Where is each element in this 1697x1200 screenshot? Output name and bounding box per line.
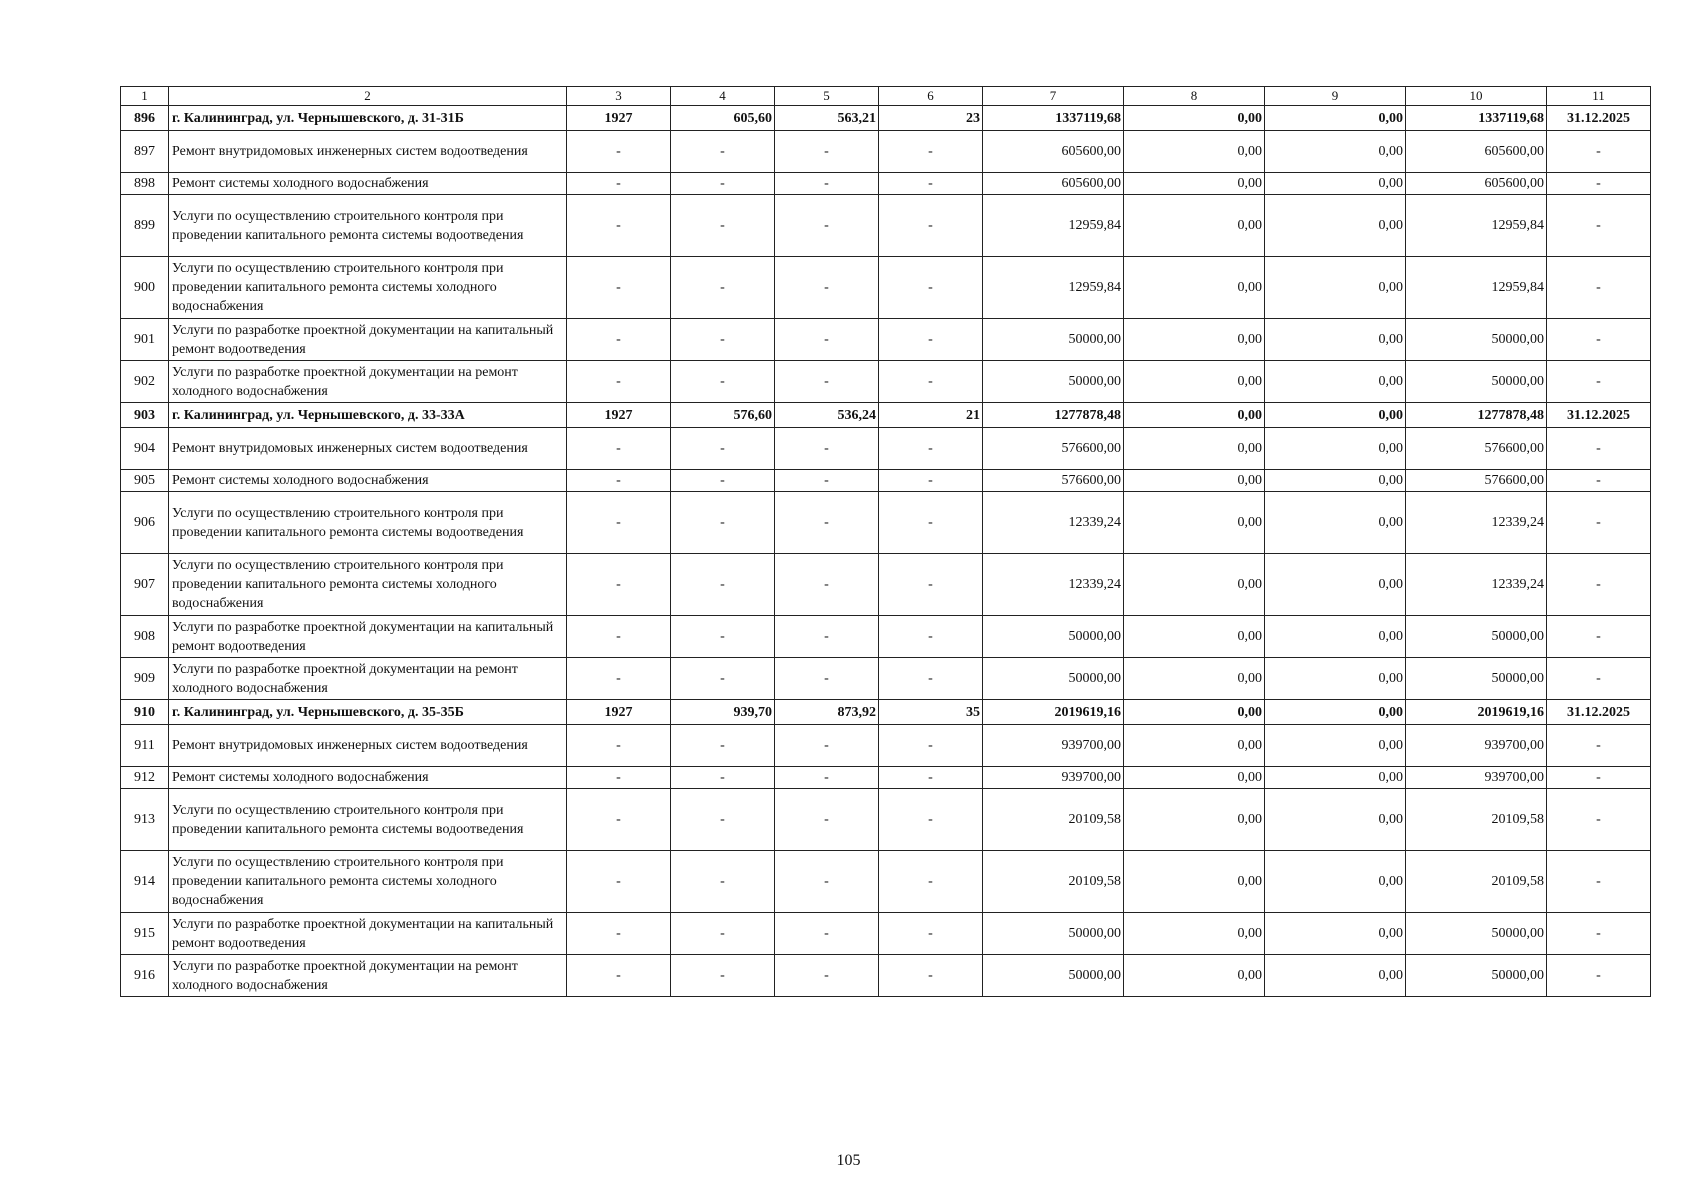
- cell-col-8: 0,00: [1124, 616, 1265, 658]
- cell-col-3: -: [567, 428, 671, 470]
- cell-col-4: -: [671, 257, 775, 319]
- cell-col-8: 0,00: [1124, 319, 1265, 361]
- cell-col-8: 0,00: [1124, 554, 1265, 616]
- cell-col-11: -: [1547, 658, 1651, 700]
- cell-col-1: 913: [121, 789, 169, 851]
- cell-col-11: -: [1547, 257, 1651, 319]
- cell-col-7: 2019619,16: [983, 700, 1124, 725]
- table-row: [121, 492, 1651, 554]
- cell-col-8: 0,00: [1124, 851, 1265, 913]
- cell-col-2: Ремонт внутридомовых инженерных систем водоотведения: [169, 725, 567, 767]
- cell-col-3: -: [567, 361, 671, 403]
- cell-col-11: -: [1547, 554, 1651, 616]
- cell-col-9: 0,00: [1265, 106, 1406, 131]
- cell-col-8: 0,00: [1124, 403, 1265, 428]
- table-row: [121, 319, 1651, 361]
- cell-col-9: 0,00: [1265, 361, 1406, 403]
- cell-col-8: 0,00: [1124, 913, 1265, 955]
- cell-col-7: 576600,00: [983, 428, 1124, 470]
- cell-col-4: -: [671, 789, 775, 851]
- cell-col-7: 605600,00: [983, 173, 1124, 195]
- cell-col-5: -: [775, 913, 879, 955]
- cell-col-2: Услуги по осуществлению строительного контроля при проведении капитального ремонта системы холодного водоснабжения: [169, 257, 567, 319]
- cell-col-4: -: [671, 616, 775, 658]
- cell-col-8: 0,00: [1124, 470, 1265, 492]
- cell-col-6: -: [879, 492, 983, 554]
- cell-col-7: 50000,00: [983, 658, 1124, 700]
- cell-col-5: 536,24: [775, 403, 879, 428]
- table-row: [121, 470, 1651, 492]
- cell-col-7: 939700,00: [983, 725, 1124, 767]
- address-row: [121, 106, 1651, 131]
- cell-col-11: -: [1547, 195, 1651, 257]
- cell-col-6: -: [879, 955, 983, 997]
- cell-col-2: г. Калининград, ул. Чернышевского, д. 33-33А: [169, 403, 567, 428]
- cell-col-10: 12339,24: [1406, 554, 1547, 616]
- cell-col-6: -: [879, 470, 983, 492]
- cell-col-7: 50000,00: [983, 361, 1124, 403]
- cell-col-10: 50000,00: [1406, 616, 1547, 658]
- cell-col-7: 20109,58: [983, 789, 1124, 851]
- cell-col-1: 900: [121, 257, 169, 319]
- cell-col-10: 20109,58: [1406, 789, 1547, 851]
- cell-col-2: Услуги по разработке проектной документации на ремонт холодного водоснабжения: [169, 658, 567, 700]
- table-row: [121, 725, 1651, 767]
- cell-col-2: г. Калининград, ул. Чернышевского, д. 31-31Б: [169, 106, 567, 131]
- cell-col-1: 906: [121, 492, 169, 554]
- cell-col-9: 0,00: [1265, 195, 1406, 257]
- cell-col-2: Ремонт внутридомовых инженерных систем водоотведения: [169, 131, 567, 173]
- cell-col-5: 873,92: [775, 700, 879, 725]
- cell-col-2: Ремонт внутридомовых инженерных систем водоотведения: [169, 428, 567, 470]
- cell-col-2: Услуги по разработке проектной документации на ремонт холодного водоснабжения: [169, 361, 567, 403]
- cell-col-3: -: [567, 492, 671, 554]
- cell-col-9: 0,00: [1265, 173, 1406, 195]
- cell-col-4: -: [671, 428, 775, 470]
- cell-col-3: -: [567, 767, 671, 789]
- cell-col-5: -: [775, 173, 879, 195]
- cell-col-11: -: [1547, 616, 1651, 658]
- cell-col-6: -: [879, 725, 983, 767]
- cell-col-3: -: [567, 257, 671, 319]
- cell-col-11: -: [1547, 428, 1651, 470]
- cell-col-3: -: [567, 658, 671, 700]
- cell-col-6: -: [879, 913, 983, 955]
- table-row: [121, 554, 1651, 616]
- table-row: [121, 428, 1651, 470]
- cell-col-5: -: [775, 319, 879, 361]
- cell-col-11: -: [1547, 492, 1651, 554]
- cell-col-3: -: [567, 616, 671, 658]
- cell-col-5: -: [775, 554, 879, 616]
- column-number-1: 1: [121, 87, 169, 106]
- table-row: [121, 913, 1651, 955]
- cell-col-9: 0,00: [1265, 725, 1406, 767]
- cell-col-4: -: [671, 319, 775, 361]
- cell-col-11: -: [1547, 173, 1651, 195]
- cell-col-9: 0,00: [1265, 616, 1406, 658]
- cell-col-9: 0,00: [1265, 403, 1406, 428]
- cell-col-11: -: [1547, 319, 1651, 361]
- table-row: [121, 361, 1651, 403]
- table-row: [121, 257, 1651, 319]
- cell-col-8: 0,00: [1124, 131, 1265, 173]
- cell-col-3: -: [567, 554, 671, 616]
- cell-col-10: 939700,00: [1406, 767, 1547, 789]
- cell-col-7: 50000,00: [983, 319, 1124, 361]
- cell-col-10: 12339,24: [1406, 492, 1547, 554]
- cell-col-1: 916: [121, 955, 169, 997]
- table-row: [121, 195, 1651, 257]
- table-row: [121, 658, 1651, 700]
- cell-col-4: -: [671, 554, 775, 616]
- cell-col-2: Услуги по разработке проектной документации на капитальный ремонт водоотведения: [169, 319, 567, 361]
- cell-col-5: 563,21: [775, 106, 879, 131]
- cell-col-9: 0,00: [1265, 428, 1406, 470]
- cell-col-4: -: [671, 913, 775, 955]
- cell-col-10: 576600,00: [1406, 428, 1547, 470]
- page-number: 105: [836, 1152, 861, 1169]
- cell-col-1: 908: [121, 616, 169, 658]
- column-number-2: 2: [169, 87, 567, 106]
- cell-col-3: 1927: [567, 403, 671, 428]
- cell-col-9: 0,00: [1265, 789, 1406, 851]
- cell-col-9: 0,00: [1265, 913, 1406, 955]
- cell-col-2: Услуги по разработке проектной документации на ремонт холодного водоснабжения: [169, 955, 567, 997]
- cell-col-3: -: [567, 789, 671, 851]
- cell-col-2: Ремонт системы холодного водоснабжения: [169, 470, 567, 492]
- column-number-9: 9: [1265, 87, 1406, 106]
- cell-col-8: 0,00: [1124, 492, 1265, 554]
- cell-col-3: -: [567, 131, 671, 173]
- cell-col-5: -: [775, 767, 879, 789]
- cell-col-1: 915: [121, 913, 169, 955]
- cell-col-8: 0,00: [1124, 195, 1265, 257]
- cell-col-4: -: [671, 131, 775, 173]
- cell-col-8: 0,00: [1124, 700, 1265, 725]
- cell-col-6: -: [879, 789, 983, 851]
- cell-col-2: г. Калининград, ул. Чернышевского, д. 35-35Б: [169, 700, 567, 725]
- table-row: [121, 955, 1651, 997]
- cell-col-2: Услуги по осуществлению строительного контроля при проведении капитального ремонта системы водоотведения: [169, 789, 567, 851]
- cell-col-1: 907: [121, 554, 169, 616]
- address-row: [121, 700, 1651, 725]
- cell-col-4: -: [671, 470, 775, 492]
- table-row: [121, 767, 1651, 789]
- table-row: [121, 173, 1651, 195]
- cell-col-1: 911: [121, 725, 169, 767]
- cell-col-2: Услуги по осуществлению строительного контроля при проведении капитального ремонта системы водоотведения: [169, 195, 567, 257]
- cell-col-3: -: [567, 851, 671, 913]
- data-table: [120, 86, 1651, 997]
- cell-col-6: -: [879, 131, 983, 173]
- cell-col-8: 0,00: [1124, 955, 1265, 997]
- cell-col-4: 939,70: [671, 700, 775, 725]
- cell-col-9: 0,00: [1265, 700, 1406, 725]
- cell-col-10: 50000,00: [1406, 913, 1547, 955]
- column-number-5: 5: [775, 87, 879, 106]
- cell-col-7: 12959,84: [983, 195, 1124, 257]
- cell-col-2: Ремонт системы холодного водоснабжения: [169, 767, 567, 789]
- cell-col-3: -: [567, 955, 671, 997]
- cell-col-3: 1927: [567, 700, 671, 725]
- cell-col-4: -: [671, 492, 775, 554]
- cell-col-4: -: [671, 195, 775, 257]
- cell-col-1: 910: [121, 700, 169, 725]
- cell-col-7: 12339,24: [983, 554, 1124, 616]
- cell-col-9: 0,00: [1265, 257, 1406, 319]
- address-row: [121, 403, 1651, 428]
- table-row: [121, 789, 1651, 851]
- cell-col-1: 897: [121, 131, 169, 173]
- cell-col-11: 31.12.2025: [1547, 403, 1651, 428]
- cell-col-6: -: [879, 319, 983, 361]
- cell-col-3: -: [567, 173, 671, 195]
- cell-col-7: 939700,00: [983, 767, 1124, 789]
- cell-col-3: 1927: [567, 106, 671, 131]
- cell-col-2: Услуги по разработке проектной документации на капитальный ремонт водоотведения: [169, 616, 567, 658]
- table-row: [121, 616, 1651, 658]
- cell-col-3: -: [567, 319, 671, 361]
- column-number-10: 10: [1406, 87, 1547, 106]
- cell-col-8: 0,00: [1124, 658, 1265, 700]
- cell-col-9: 0,00: [1265, 470, 1406, 492]
- cell-col-11: -: [1547, 767, 1651, 789]
- cell-col-5: -: [775, 361, 879, 403]
- cell-col-9: 0,00: [1265, 492, 1406, 554]
- cell-col-6: -: [879, 554, 983, 616]
- cell-col-2: Услуги по осуществлению строительного контроля при проведении капитального ремонта системы водоотведения: [169, 492, 567, 554]
- cell-col-10: 939700,00: [1406, 725, 1547, 767]
- cell-col-5: -: [775, 492, 879, 554]
- cell-col-5: -: [775, 658, 879, 700]
- cell-col-1: 914: [121, 851, 169, 913]
- cell-col-7: 12339,24: [983, 492, 1124, 554]
- cell-col-10: 50000,00: [1406, 319, 1547, 361]
- cell-col-1: 905: [121, 470, 169, 492]
- column-number-6: 6: [879, 87, 983, 106]
- cell-col-3: -: [567, 195, 671, 257]
- cell-col-1: 904: [121, 428, 169, 470]
- cell-col-7: 1277878,48: [983, 403, 1124, 428]
- cell-col-6: -: [879, 767, 983, 789]
- cell-col-1: 902: [121, 361, 169, 403]
- cell-col-8: 0,00: [1124, 257, 1265, 319]
- cell-col-10: 605600,00: [1406, 131, 1547, 173]
- cell-col-1: 896: [121, 106, 169, 131]
- cell-col-11: 31.12.2025: [1547, 700, 1651, 725]
- column-number-7: 7: [983, 87, 1124, 106]
- cell-col-1: 909: [121, 658, 169, 700]
- cell-col-11: -: [1547, 361, 1651, 403]
- cell-col-2: Услуги по осуществлению строительного контроля при проведении капитального ремонта системы холодного водоснабжения: [169, 851, 567, 913]
- cell-col-1: 898: [121, 173, 169, 195]
- cell-col-6: -: [879, 257, 983, 319]
- cell-col-2: Ремонт системы холодного водоснабжения: [169, 173, 567, 195]
- cell-col-1: 903: [121, 403, 169, 428]
- cell-col-7: 20109,58: [983, 851, 1124, 913]
- cell-col-4: -: [671, 767, 775, 789]
- cell-col-5: -: [775, 955, 879, 997]
- cell-col-9: 0,00: [1265, 955, 1406, 997]
- cell-col-4: -: [671, 173, 775, 195]
- cell-col-9: 0,00: [1265, 767, 1406, 789]
- cell-col-7: 50000,00: [983, 616, 1124, 658]
- cell-col-3: -: [567, 725, 671, 767]
- cell-col-8: 0,00: [1124, 767, 1265, 789]
- column-number-8: 8: [1124, 87, 1265, 106]
- cell-col-8: 0,00: [1124, 789, 1265, 851]
- cell-col-6: -: [879, 851, 983, 913]
- column-number-row: [121, 87, 1651, 106]
- cell-col-4: -: [671, 725, 775, 767]
- cell-col-11: 31.12.2025: [1547, 106, 1651, 131]
- cell-col-7: 12959,84: [983, 257, 1124, 319]
- cell-col-4: 605,60: [671, 106, 775, 131]
- cell-col-9: 0,00: [1265, 319, 1406, 361]
- cell-col-10: 50000,00: [1406, 658, 1547, 700]
- cell-col-10: 50000,00: [1406, 955, 1547, 997]
- cell-col-5: -: [775, 428, 879, 470]
- cell-col-10: 50000,00: [1406, 361, 1547, 403]
- cell-col-4: 576,60: [671, 403, 775, 428]
- cell-col-7: 50000,00: [983, 913, 1124, 955]
- cell-col-3: -: [567, 470, 671, 492]
- cell-col-10: 12959,84: [1406, 195, 1547, 257]
- cell-col-5: -: [775, 789, 879, 851]
- table-row: [121, 851, 1651, 913]
- cell-col-5: -: [775, 131, 879, 173]
- cell-col-10: 576600,00: [1406, 470, 1547, 492]
- cell-col-5: -: [775, 725, 879, 767]
- cell-col-2: Услуги по разработке проектной документации на капитальный ремонт водоотведения: [169, 913, 567, 955]
- cell-col-8: 0,00: [1124, 428, 1265, 470]
- cell-col-11: -: [1547, 470, 1651, 492]
- cell-col-9: 0,00: [1265, 658, 1406, 700]
- cell-col-8: 0,00: [1124, 725, 1265, 767]
- cell-col-8: 0,00: [1124, 173, 1265, 195]
- cell-col-10: 2019619,16: [1406, 700, 1547, 725]
- table-container: [120, 86, 1651, 997]
- cell-col-8: 0,00: [1124, 106, 1265, 131]
- cell-col-6: 21: [879, 403, 983, 428]
- table-body: [121, 87, 1651, 997]
- cell-col-6: -: [879, 658, 983, 700]
- cell-col-11: -: [1547, 131, 1651, 173]
- table-row: [121, 131, 1651, 173]
- cell-col-11: -: [1547, 725, 1651, 767]
- column-number-4: 4: [671, 87, 775, 106]
- cell-col-6: -: [879, 428, 983, 470]
- cell-col-4: -: [671, 658, 775, 700]
- cell-col-5: -: [775, 616, 879, 658]
- cell-col-10: 20109,58: [1406, 851, 1547, 913]
- cell-col-7: 605600,00: [983, 131, 1124, 173]
- cell-col-10: 1337119,68: [1406, 106, 1547, 131]
- cell-col-7: 576600,00: [983, 470, 1124, 492]
- cell-col-3: -: [567, 913, 671, 955]
- cell-col-6: 35: [879, 700, 983, 725]
- column-number-11: 11: [1547, 87, 1651, 106]
- cell-col-1: 901: [121, 319, 169, 361]
- cell-col-1: 912: [121, 767, 169, 789]
- cell-col-4: -: [671, 851, 775, 913]
- cell-col-5: -: [775, 195, 879, 257]
- cell-col-6: -: [879, 616, 983, 658]
- cell-col-11: -: [1547, 789, 1651, 851]
- cell-col-5: -: [775, 851, 879, 913]
- cell-col-2: Услуги по осуществлению строительного контроля при проведении капитального ремонта системы холодного водоснабжения: [169, 554, 567, 616]
- cell-col-9: 0,00: [1265, 131, 1406, 173]
- cell-col-4: -: [671, 955, 775, 997]
- cell-col-7: 1337119,68: [983, 106, 1124, 131]
- cell-col-6: -: [879, 195, 983, 257]
- cell-col-11: -: [1547, 913, 1651, 955]
- cell-col-10: 605600,00: [1406, 173, 1547, 195]
- cell-col-4: -: [671, 361, 775, 403]
- cell-col-8: 0,00: [1124, 361, 1265, 403]
- cell-col-5: -: [775, 257, 879, 319]
- cell-col-9: 0,00: [1265, 851, 1406, 913]
- cell-col-7: 50000,00: [983, 955, 1124, 997]
- cell-col-6: -: [879, 361, 983, 403]
- cell-col-9: 0,00: [1265, 554, 1406, 616]
- cell-col-6: -: [879, 173, 983, 195]
- cell-col-11: -: [1547, 955, 1651, 997]
- cell-col-10: 12959,84: [1406, 257, 1547, 319]
- cell-col-6: 23: [879, 106, 983, 131]
- cell-col-1: 899: [121, 195, 169, 257]
- cell-col-11: -: [1547, 851, 1651, 913]
- cell-col-5: -: [775, 470, 879, 492]
- cell-col-10: 1277878,48: [1406, 403, 1547, 428]
- column-number-3: 3: [567, 87, 671, 106]
